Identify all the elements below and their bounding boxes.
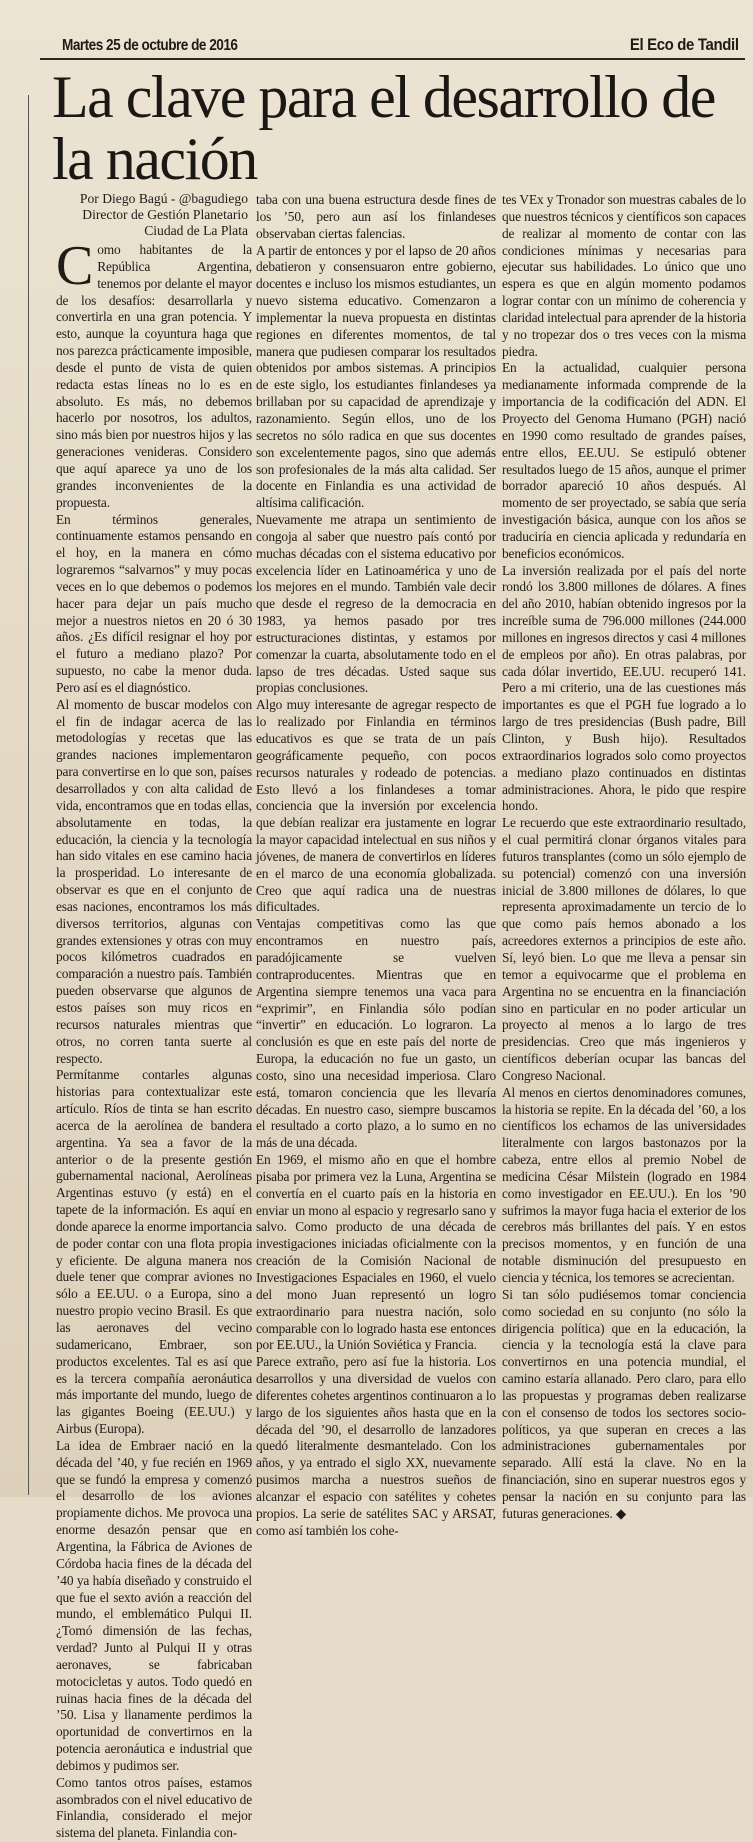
header-rule (40, 58, 745, 60)
paragraph: Ventajas competitivas como las que encontramos en nuestro país, paradójicamente se vuelven contraproducentes. Mientras que en Argentina siempre tenemos una vaca para “exprimir”, en Finlandia sólo podían “invertir” en educación. Lo lograron. La conclusión es que en este país del norte de Europa, la educación no fue un gasto, un costo, sino una necesidad imperiosa. Claro está, tomaron conciencia que les llevaría décadas. En nuestro caso, siempre buscamos el resultado a corto plazo, a lo sumo en no más de una década. (256, 916, 496, 1151)
paragraph: Si tan sólo pudiésemos tomar conciencia como sociedad en su conjunto (no sólo la dirigencia política) que en la educación, la ciencia y la tecnología está la clave para convertirnos en una potencia mundial, el camino estaría allanado. Pero claro, para ello las propuestas y programas deben realizarse con el consenso de todos los sectores socio-políticos, ya que superan en creces a las administraciones gubernamentales por separado. Allí está la clave. No en la financiación, sino en superar nuestros egos y pensar la nación en su conjunto para las futuras generaciones. ◆ (502, 1286, 746, 1521)
byline-author: Por Diego Bagú - @bagudiego (79, 191, 248, 206)
paragraph: Nuevamente me atrapa un sentimiento de congoja al saber que nuestro país contó por muchas décadas con el sistema educativo por excelencia líder en Latinoamérica y uno de los mejores en el mundo. También vale decir que desde el regreso de la democracia en 1983, ya hemos pasado por tres estructuraciones distintas, y estamos por comenzar la cuarta, absolutamente todo en el lapso de tres décadas. Usted saque sus propias conclusiones. (256, 512, 496, 696)
newspaper-name: El Eco de Tandil (630, 35, 739, 54)
paragraph: Parece extraño, pero así fue la historia. Los desarrollos y una diversidad de vuelos con diferentes cohetes argentinos continuaron a lo largo de los siguientes años hasta que en la década del ’90, el desarrollo de lanzadores quedó literalmente desmantelado. Con los años, y ya entrado el siglo XX, nuevamente pusimos marcha a nuestros sueños de alcanzar el espacio con satélites y cohetes propios. La serie de satélites SAC y ARSAT, como así también los cohe- (256, 1354, 496, 1538)
paragraph-text: omo habitantes de la República Argentina, tenemos por delante el mayor de los desafíos: desarrollarla y convertirla en una gran potencia. Y esto, aunque la coyuntura haga que nos parezca prácticamente imposible, desde el punto de vista de quien redacta estas líneas no lo es en absoluto. Es más, no debemos hacerlo por nosotros, los adultos, sino más bien por nuestros hijos y las generaciones venideras. Considero que aquí aparece ya uno de los grandes inconvenientes de la propuesta. (56, 242, 252, 510)
paragraph: Permítanme contarles algunas historias para contextualizar este artículo. Ríos de tinta se han escrito acerca de la aerolínea de bandera argentina. Ya sea a favor de la anterior o de la presente gestión gubernamental nacional, Aerolíneas Argentinas estuvo (y está) en el tapete de la información. Es aquí en donde aparece la enorme importancia de poder contar con una flota propia y eficiente. De alguna manera nos duele tener que comprar aviones no sólo a EE.UU. o a Europa, sino a nuestro propio vecino Brasil. Es que las aeronaves del vecino sudamericano, Embraer, son productos excelentes. Tal es así que es la tercera compañía aeronáutica más importante del mundo, luego de las gigantes Boeing (EE.UU.) y Airbus (Europa). (56, 1067, 252, 1437)
byline-role: Director de Gestión Planetario (82, 207, 248, 222)
drop-cap: C (56, 235, 94, 297)
paragraph (56, 235, 252, 512)
paragraph: En la actualidad, cualquier persona medianamente informada comprende de la importancia de la codificación del ADN. El Proyecto del Genoma Humano (PGH) nació en 1990 como resultado de grandes países, entre ellos, EE.UU. Se estipuló obtener resultados luego de 15 años, aunque el primer borrador apareció 10 años después. Al momento de ser proyectado, se sabía que sería investigación básica, aunque con los años se traduciría en ciencia aplicada y redundaría en beneficios económicos. (502, 360, 746, 561)
paragraph: taba con una buena estructura desde fines de los ’50, pero aun así los finlandeses observaban ciertas falencias. (256, 192, 496, 241)
article-column-2 (256, 192, 496, 1540)
paragraph: En términos generales, continuamente estamos pensando en el hoy, en la manera en cómo lograremos “salvarnos” y muy pocas veces en lo que debemos o podemos hacer para dejar un país mucho mejor a nuestros nietos en 20 ó 30 años. ¿Es difícil resignar el hoy por el futuro a mediano plazo? Por supuesto, no cabe la menor duda. Pero así es el diagnóstico. (56, 511, 252, 695)
paragraph: Al momento de buscar modelos con el fin de indagar acerca de las metodologías y recetas que las grandes naciones implementaron para convertirse en lo que son, países desarrollados y con alta calidad de vida, encontramos que en todas ellas, absolutamente en todas, la educación, la ciencia y la tecnología han sido vitales en ese camino hacia la prosperidad. Lo interesante de observar es que en el conjunto de esas naciones, encontramos los más diversos territorios, algunas con grandes extensiones y otras con muy pocos kilómetros cuadrados en comparación a nuestro país. También pueden observarse que algunos de estos países son muy ricos en recursos naturales mientras que otros, no corren tanta suerte al respecto. (56, 696, 252, 1066)
paragraph: Le recuerdo que este extraordinario resultado, el cual permitirá clonar órganos vitales para futuros transplantes (como un sólo ejemplo de su potencial) comenzó con una inversión inicial de 3.800 millones de dólares, lo que representa aproximadamente un tercio de lo que como país hemos abonado a los acreedores externos a principios de este año. Sí, leyó bien. Lo que me lleva a pensar sin temor a equivocarme que el problema en Argentina no se encuentra en la financiación sino en particular en no poder articular un proyecto al menos a lo largo de tres presidencias. Creo que más ingenieros y científicos deberían ocupar las bancas del Congreso Nacional. (502, 815, 746, 1083)
paragraph: Algo muy interesante de agregar respecto de lo realizado por Finlandia en términos educativos es que se trata de un país geográficamente pequeño, con pocos recursos naturales y rodeado de potencias. Esto llevó a los finlandeses a tomar conciencia que la inversión por excelencia que debían realizar era justamente en lograr la mayor capacidad intelectual en sus niños y jóvenes, de manera de convertirlos en líderes en el marco de una economía globalizada. Creo que aquí radica una de nuestras dificultades. (256, 697, 496, 915)
byline (58, 191, 248, 239)
article-column-1 (56, 235, 252, 1842)
article-column-3 (502, 192, 746, 1523)
paragraph: La idea de Embraer nació en la década del ’40, y fue recién en 1969 que se fundó la empresa y comenzó el desarrollo de los aviones propiamente dichos. Me provoca una enorme desazón pensar que en Argentina, la Fábrica de Aviones de Córdoba hacia fines de la década del ’40 ya había diseñado y construido el que fue el sexto avión a reacción del mundo, el emblemático Pulqui II. ¿Tomó dimensión de las fechas, verdad? Junto al Pulqui II y otras aeronaves, se fabricaban motocicletas y autos. Todo quedó en ruinas hacia fines de la década del ’50. Lisa y llanamente perdimos la oportunidad de convertirnos en la potencia aeronáutica e industrial que debimos y pudimos ser. (56, 1437, 252, 1773)
article-headline: La clave para el desarrollo de la nación (52, 64, 715, 192)
column-divider (28, 95, 29, 1495)
paragraph: Al menos en ciertos denominadores comunes, la historia se repite. En la década del ’60, a los científicos los echamos de las universidades literalmente con largos bastonazos por la cabeza, entre ellos al premio Nobel de medicina César Milstein (logrado en 1984 como investigador en EE.UU.). En los ’90 sufrimos la mayor fuga hacia el exterior de los cerebros más brillantes del país. Y en estos precisos momentos, y en función de una notable disminución del presupuesto en ciencia y técnica, los temores se acrecientan. (502, 1084, 746, 1285)
byline-location: Ciudad de La Plata (144, 223, 248, 238)
paragraph: La inversión realizada por el país del norte rondó los 3.800 millones de dólares. A fines del año 2010, habían obtenido ingresos por la increíble suma de 796.000 millones (244.000 millones en ingresos directos y casi 4 millones de empleos por año). En otras palabras, por cada dólar invertido, EE.UU. recuperó 141. Pero a mi criterio, una de las cuestiones más importantes es que el PGH fue logrado a lo largo de tres presidencias (Bush padre, Bill Clinton, y Bush hijo). Resultados extraordinarios logrados solo como proyectos a mediano plazo continuados en distintas administraciones. Ahora, le pido que respire hondo. (502, 562, 746, 814)
paragraph: A partir de entonces y por el lapso de 20 años debatieron y consensuaron entre gobierno, docentes e incluso los mismos estudiantes, un nuevo sistema educativo. Comenzaron a implementar la nueva propuesta en distintas regiones en diferentes momentos, de tal manera que pudiesen comparar los resultados obtenidos por ambos sistemas. A principios de este siglo, los estudiantes finlandeses ya brillaban por su capacidad de aprendizaje y razonamiento. Según ellos, uno de los secretos no sólo radica en que sus docentes son excelentemente pagos, sino que además son profesionales de la más alta calidad. Ser docente en Finlandia es una actividad de altísima calificación. (256, 242, 496, 511)
paragraph: Como tantos otros países, estamos asombrados con el nivel educativo de Finlandia, considerado el mejor sistema del planeta. Finlandia con- (56, 1774, 252, 1841)
issue-date: Martes 25 de octubre de 2016 (62, 37, 238, 54)
paragraph: En 1969, el mismo año en que el hombre pisaba por primera vez la Luna, Argentina se convertía en el cuarto país en la historia en enviar un mono al espacio y regresarlo sano y salvo. Como producto de una década de investigaciones iniciadas oficialmente con la creación de la Comisión Nacional de Investigaciones Espaciales en 1960, el vuelo del mono Juan representó un logro extraordinario para nuestra nación, solo comparable con lo logrado hasta ese entonces por EE.UU., la Unión Soviética y Francia. (256, 1152, 496, 1353)
paragraph: tes VEx y Tronador son muestras cabales de lo que nuestros técnicos y científicos son capaces de realizar al momento de contar con las condiciones mínimas y necesarias para ejecutar sus habilidades. Lo único que uno espera es que en algún momento podamos lograr contar con un mínimo de coherencia y claridad intelectual para aprender de la historia y no tropezar dos o tres veces con la misma piedra. (502, 192, 746, 359)
